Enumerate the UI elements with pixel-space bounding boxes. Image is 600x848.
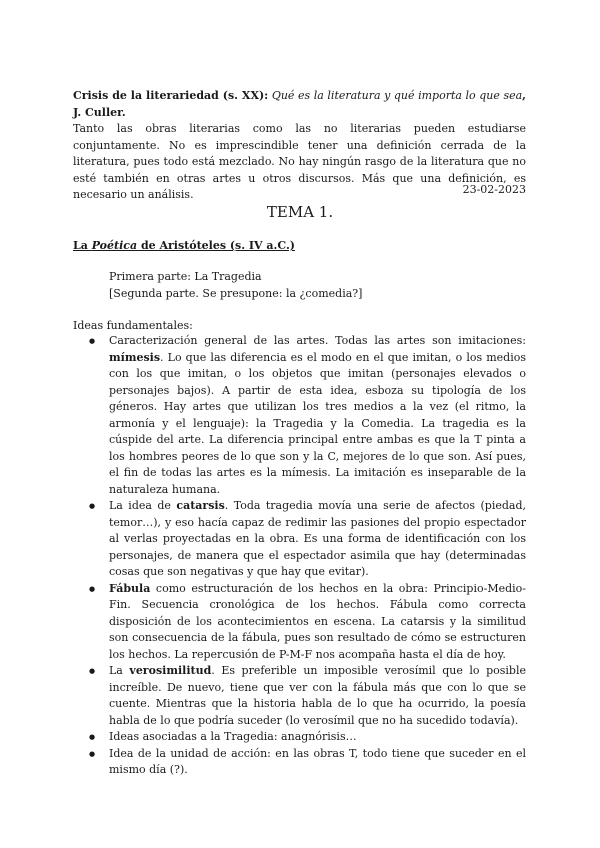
part-first: Primera parte: La Tragedia bbox=[109, 270, 262, 283]
part-second: [Segunda parte. Se presupone: la ¿comedia?] bbox=[109, 286, 363, 300]
list-item-key: verosimilitud bbox=[129, 664, 212, 677]
list-item-pre: Idea de la unidad de acción: en las obras T, todo tiene que suceder en el mismo día (?). bbox=[109, 746, 526, 776]
section-heading bbox=[73, 238, 295, 255]
tema-title: TEMA 1. bbox=[266, 203, 334, 221]
section-heading-italic: Poética bbox=[91, 239, 138, 252]
document-date: 23-02-2023 bbox=[462, 183, 526, 196]
section-heading-post: de Aristóteles (s. IV a.C.) bbox=[137, 239, 295, 252]
list-item-pre: La bbox=[109, 664, 130, 677]
list-item-post: . Lo que las diferencia es el modo en el que imitan, o los medios con los que imitan, o los objetos que imitan (personajes elevados o personajes bajos). A partir de esta idea, esboza su tipología de los géneros. Hay artes que utilizan los tres medios a la vez (el ritmo, la armonía y el lenguaje): la Tragedia y la Comedia. La tragedia es la cúspide del arte. La diferencia principal entre ambas es que la T pinta a los hombres peores de lo que son y la C, mejores de lo que son. Así pues, el fin de todas las artes es la mímesis. La imitación es inseparable de la naturaleza humana. bbox=[109, 350, 526, 496]
list-item-key: mímesis bbox=[109, 350, 161, 364]
intro-block bbox=[73, 88, 526, 204]
list-item-key: catarsis bbox=[176, 499, 225, 512]
list-item-pre: Ideas asociadas a la Tragedia: anagnórisis… bbox=[109, 730, 357, 743]
parts-block bbox=[109, 269, 362, 302]
list-item bbox=[73, 746, 526, 779]
intro-work-title: Qué es la literatura y qué importa lo que sea bbox=[271, 89, 523, 102]
intro-author: J. Culler. bbox=[73, 105, 126, 119]
intro-title: Crisis de la literariedad (s. XX): bbox=[73, 89, 269, 102]
list-item bbox=[73, 498, 526, 581]
intro-heading bbox=[73, 89, 526, 119]
list-item bbox=[73, 333, 526, 498]
list-item-post: . Es preferible un imposible verosímil que lo posible increíble. De nuevo, tiene que ver con la fábula más que con lo que se cuente. Mientras que la historia habla de lo que ha ocurrido, la poesía habla de lo que podría suceder (lo verosímil que no ha sucedido todavía). bbox=[109, 664, 526, 727]
list-item-pre: Caracterización general de las artes. Todas las artes son imitaciones: bbox=[109, 334, 526, 347]
list-item-pre: La idea de bbox=[109, 499, 177, 512]
list-item-post: . Toda tragedia movía una serie de afectos (piedad, temor…), y eso hacía capaz de redimir las pasiones del propio espectador al verlas proyectadas en la obra. Es una forma de identificación con los personajes, de manera que el espectador asimila que hay (determinadas cosas que son negativas y que hay que evitar). bbox=[109, 499, 526, 578]
list-item bbox=[73, 663, 526, 729]
intro-paragraph: Tanto las obras literarias como las no literarias pueden estudiarse conjuntamente. No es imprescindible tener una definición cerrada de la literatura, pues todo está mezclado. No hay ningún rasgo de la literatura que no esté también en otras artes u otros discursos. Más que una definición, es necesario un análisis. bbox=[73, 122, 526, 201]
section-heading-pre: La bbox=[73, 239, 92, 252]
ideas-heading: Ideas fundamentales: bbox=[73, 319, 193, 332]
list-item-key: Fábula bbox=[109, 581, 151, 595]
intro-separator: , bbox=[522, 89, 526, 102]
list-item bbox=[73, 729, 526, 746]
list-item-post: como estructuración de los hechos en la obra: Principio-Medio-Fin. Secuencia cronológica de los hechos. Fábula como correcta disposición de los acontecimientos en escena. La catarsis y la similitud son consecuencia de la fábula, pues son resultado de cómo se estructuren los hechos. La repercusión de P-M-F nos acompaña hasta el día de hoy. bbox=[109, 581, 526, 661]
list-item bbox=[73, 581, 526, 664]
ideas-list bbox=[73, 333, 526, 779]
